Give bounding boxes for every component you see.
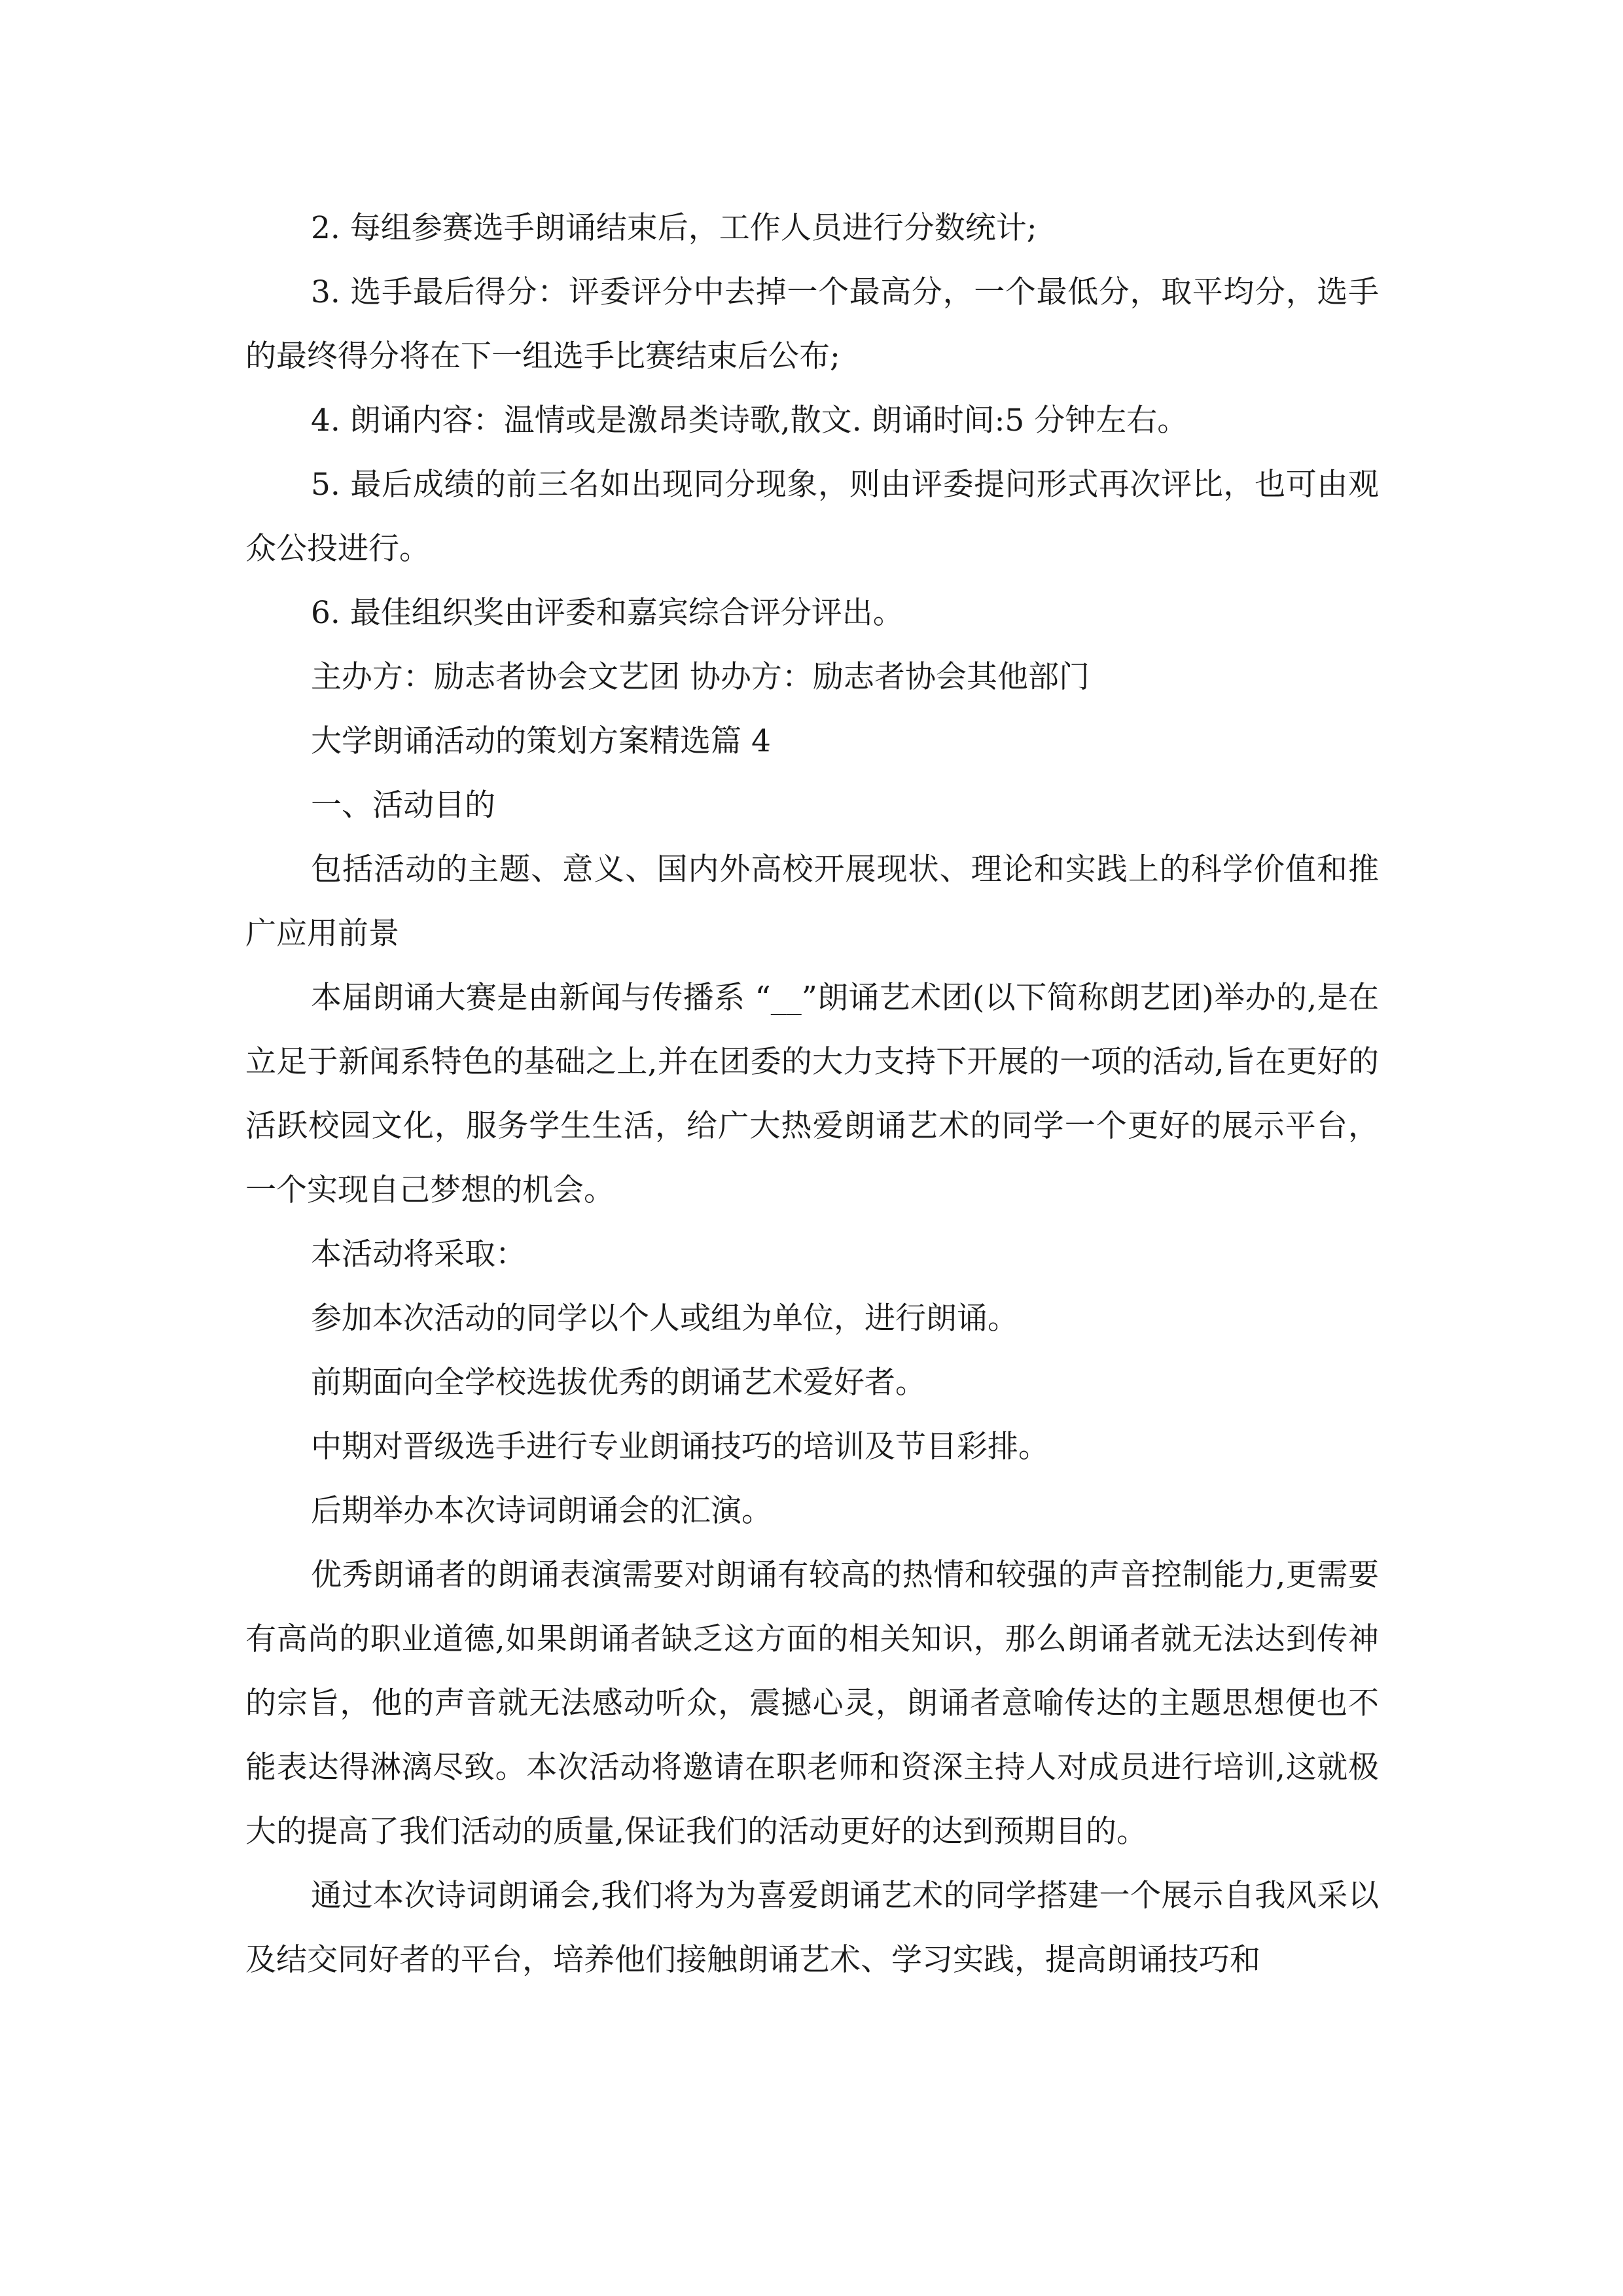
paragraph-training: 优秀朗诵者的朗诵表演需要对朗诵有较高的热情和较强的声音控制能力,更需要有高尚的职业道德,如果朗诵者缺乏这方面的相关知识，那么朗诵者就无法达到传神的宗旨，他的声音就无法感动听众，震撼心灵，朗诵者意喻传达的主题思想便也不能表达得淋漓尽致。本次活动将邀请在职老师和资深主持人对成员进行培训,这就极大的提高了我们活动的质量,保证我们的活动更好的达到预期目的。 [245,1557,1379,1850]
paragraph-approach-3: 中期对晋级选手进行专业朗诵技巧的培训及节目彩排。 [311,1429,1049,1465]
paragraph-platform: 通过本次诗词朗诵会,我们将为为喜爱朗诵艺术的同学搭建一个展示自我风采以及结交同好者的平台，培养他们接触朗诵艺术、学习实践，提高朗诵技巧和 [245,1878,1379,1978]
section-heading-purpose: 一、活动目的 [311,787,495,823]
document-body [245,196,1379,1992]
rule-item-5: 5. 最后成绩的前三名如出现同分现象，则由评委提问形式再次评比，也可由观众公投进行。 [245,467,1379,567]
paragraph-scope: 包括活动的主题、意义、国内外高校开展现状、理论和实践上的科学价值和推广应用前景 [245,852,1379,952]
paragraph-intro: 本届朗诵大赛是由新闻与传播系 “__”朗诵艺术团(以下简称朗艺团)举办的,是在立足于新闻系特色的基础之上,并在团委的大力支持下开展的一项的活动,旨在更好的活跃校园文化，服务学生生活，给广大热爱朗诵艺术的同学一个更好的展示平台，一个实现自己梦想的机会。 [245,980,1379,1208]
paragraph-approach-label: 本活动将采取： [311,1236,526,1272]
organizers-line: 主办方：励志者协会文艺团 协办方：励志者协会其他部门 [311,659,1090,695]
paragraph-approach-1: 参加本次活动的同学以个人或组为单位，进行朗诵。 [311,1300,1018,1336]
rule-item-3: 3. 选手最后得分：评委评分中去掉一个最高分，一个最低分，取平均分，选手的最终得分将在下一组选手比赛结束后公布; [245,274,1379,374]
paragraph-approach-2: 前期面向全学校选拔优秀的朗诵艺术爱好者。 [311,1365,926,1401]
rule-item-2: 2. 每组参赛选手朗诵结束后，工作人员进行分数统计; [311,210,1037,246]
paragraph-approach-4: 后期举办本次诗词朗诵会的汇演。 [311,1493,772,1529]
section-title: 大学朗诵活动的策划方案精选篇 4 [311,723,771,759]
rule-item-4: 4. 朗诵内容：温情或是激昂类诗歌,散文. 朗诵时间:5 分钟左右。 [311,403,1188,439]
rule-item-6: 6. 最佳组织奖由评委和嘉宾综合评分评出。 [311,595,904,631]
